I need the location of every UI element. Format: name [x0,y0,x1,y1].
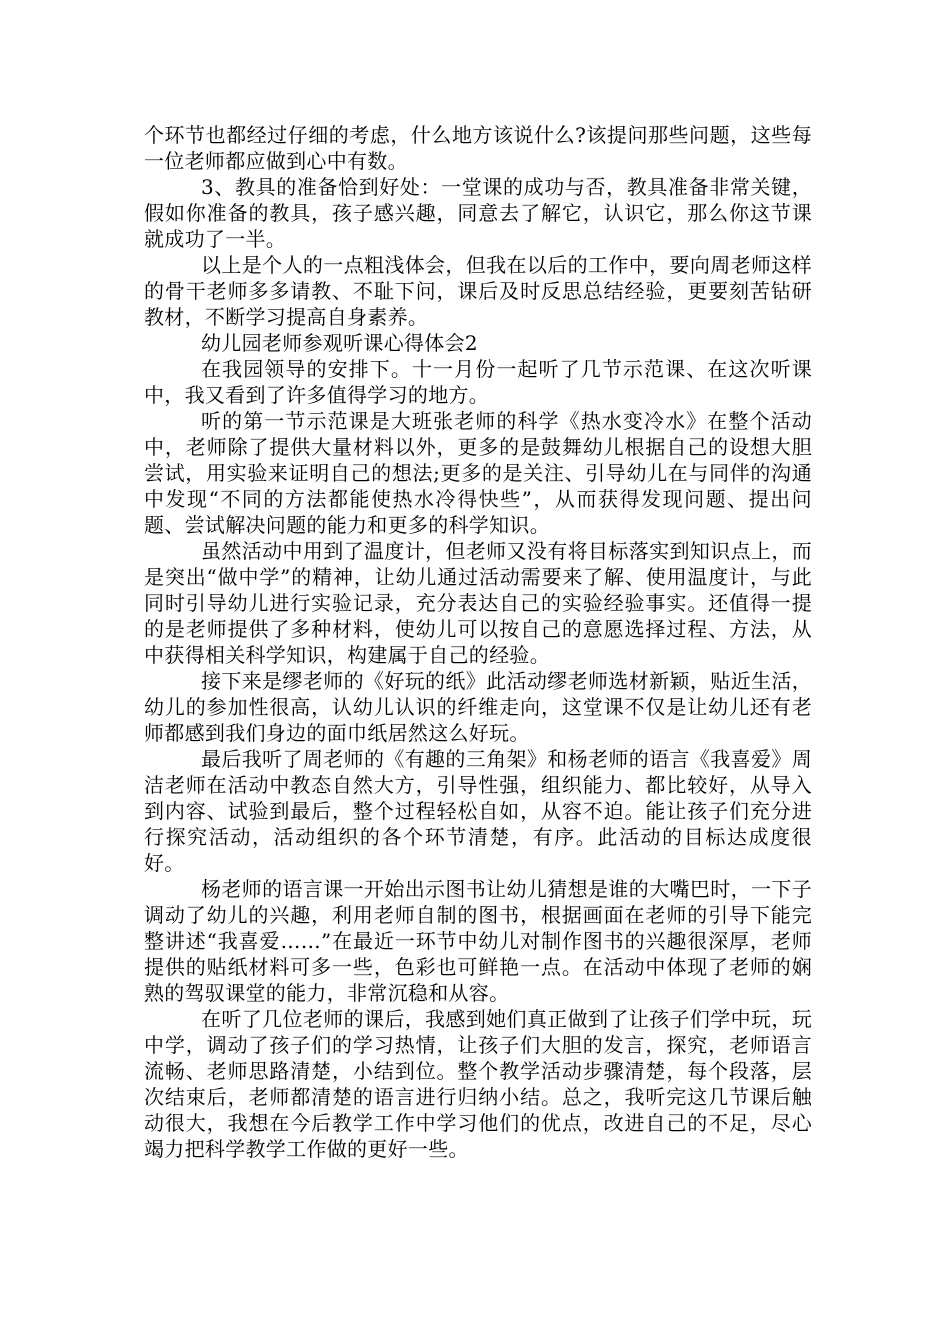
paragraph-conclusion: 在听了几位老师的课后，我感到她们真正做到了让孩子们学中玩，玩中学，调动了孩子们的学习热情，让孩子们大胆的发言，探究，老师语言流畅、老师思路清楚，小结到位。整个教学活动步骤清楚，每个段落，层次结束后，老师都清楚的语言进行归纳小结。总之，我听完这几节课后触动很大，我想在今后教学工作中学习他们的优点，改进自己的不足，尽心竭力把科学教学工作做的更好一些。 [144,1007,812,1161]
paragraph-language-lesson: 杨老师的语言课一开始出示图书让幼儿猜想是谁的大嘴巴时，一下子调动了幼儿的兴趣，利用老师自制的图书，根据画面在老师的引导下能完整讲述“我喜爱……”在最近一环节中幼儿对制作图书的兴趣很深厚，老师提供的贴纸材料可多一些，色彩也可鲜艳一点。在活动中体现了老师的娴熟的驾驭课堂的能力，非常沉稳和从容。 [144,877,812,1005]
paragraph-continuation: 个环节也都经过仔细的考虑，什么地方该说什么?该提问那些问题，这些每一位老师都应做到心中有数。 [144,123,812,173]
section-heading: 幼儿园老师参观听课心得体会2 [201,331,478,355]
document-body [144,122,812,1162]
paragraph-teaching-aids: 3、教具的准备恰到好处：一堂课的成功与否，教具准备非常关键，假如你准备的教具，孩子感兴趣，同意去了解它，认识它，那么你这节课就成功了一半。 [144,175,812,251]
paragraph-intro: 在我园领导的安排下。十一月份一起听了几节示范课、在这次听课中，我又看到了许多值得学习的地方。 [144,357,812,407]
paragraph-paper-lesson: 接下来是缪老师的《好玩的纸》此活动缪老师选材新颖，贴近生活，幼儿的参加性很高，认幼儿认识的纤维走向，这堂课不仅是让幼儿还有老师都感到我们身边的面巾纸居然这么好玩。 [144,669,812,745]
paragraph-thermometer: 虽然活动中用到了温度计，但老师又没有将目标落实到知识点上，而是突出“做中学”的精神，让幼儿通过活动需要来了解、使用温度计，与此同时引导幼儿进行实验记录，充分表达自己的实验经验事实。还值得一提的是老师提供了多种材料，使幼儿可以按自己的意愿选择过程、方法，从中获得相关科学知识，构建属于自己的经验。 [144,539,812,667]
paragraph-first-lesson: 听的第一节示范课是大班张老师的科学《热水变冷水》在整个活动中，老师除了提供大量材料以外，更多的是鼓舞幼儿根据自己的设想大胆尝试，用实验来证明自己的想法;更多的是关注、引导幼儿在与同伴的沟通中发现“不同的方法都能使热水冷得快些”，从而获得发现问题、提出问题、尝试解决问题的能力和更多的科学知识。 [144,409,812,537]
paragraph-personal-reflection: 以上是个人的一点粗浅体会，但我在以后的工作中，要向周老师这样的骨干老师多多请教、不耻下问，课后及时反思总结经验，更要刻苦钻研教材，不断学习提高自身素养。 [144,253,812,329]
paragraph-tripod-lesson: 最后我听了周老师的《有趣的三角架》和杨老师的语言《我喜爱》周洁老师在活动中教态自然大方，引导性强，组织能力、都比较好，从导入到内容、试验到最后，整个过程轻松自如，从容不迫。能让孩子们充分进行探究活动，活动组织的各个环节清楚，有序。此活动的目标达成度很好。 [144,747,812,875]
